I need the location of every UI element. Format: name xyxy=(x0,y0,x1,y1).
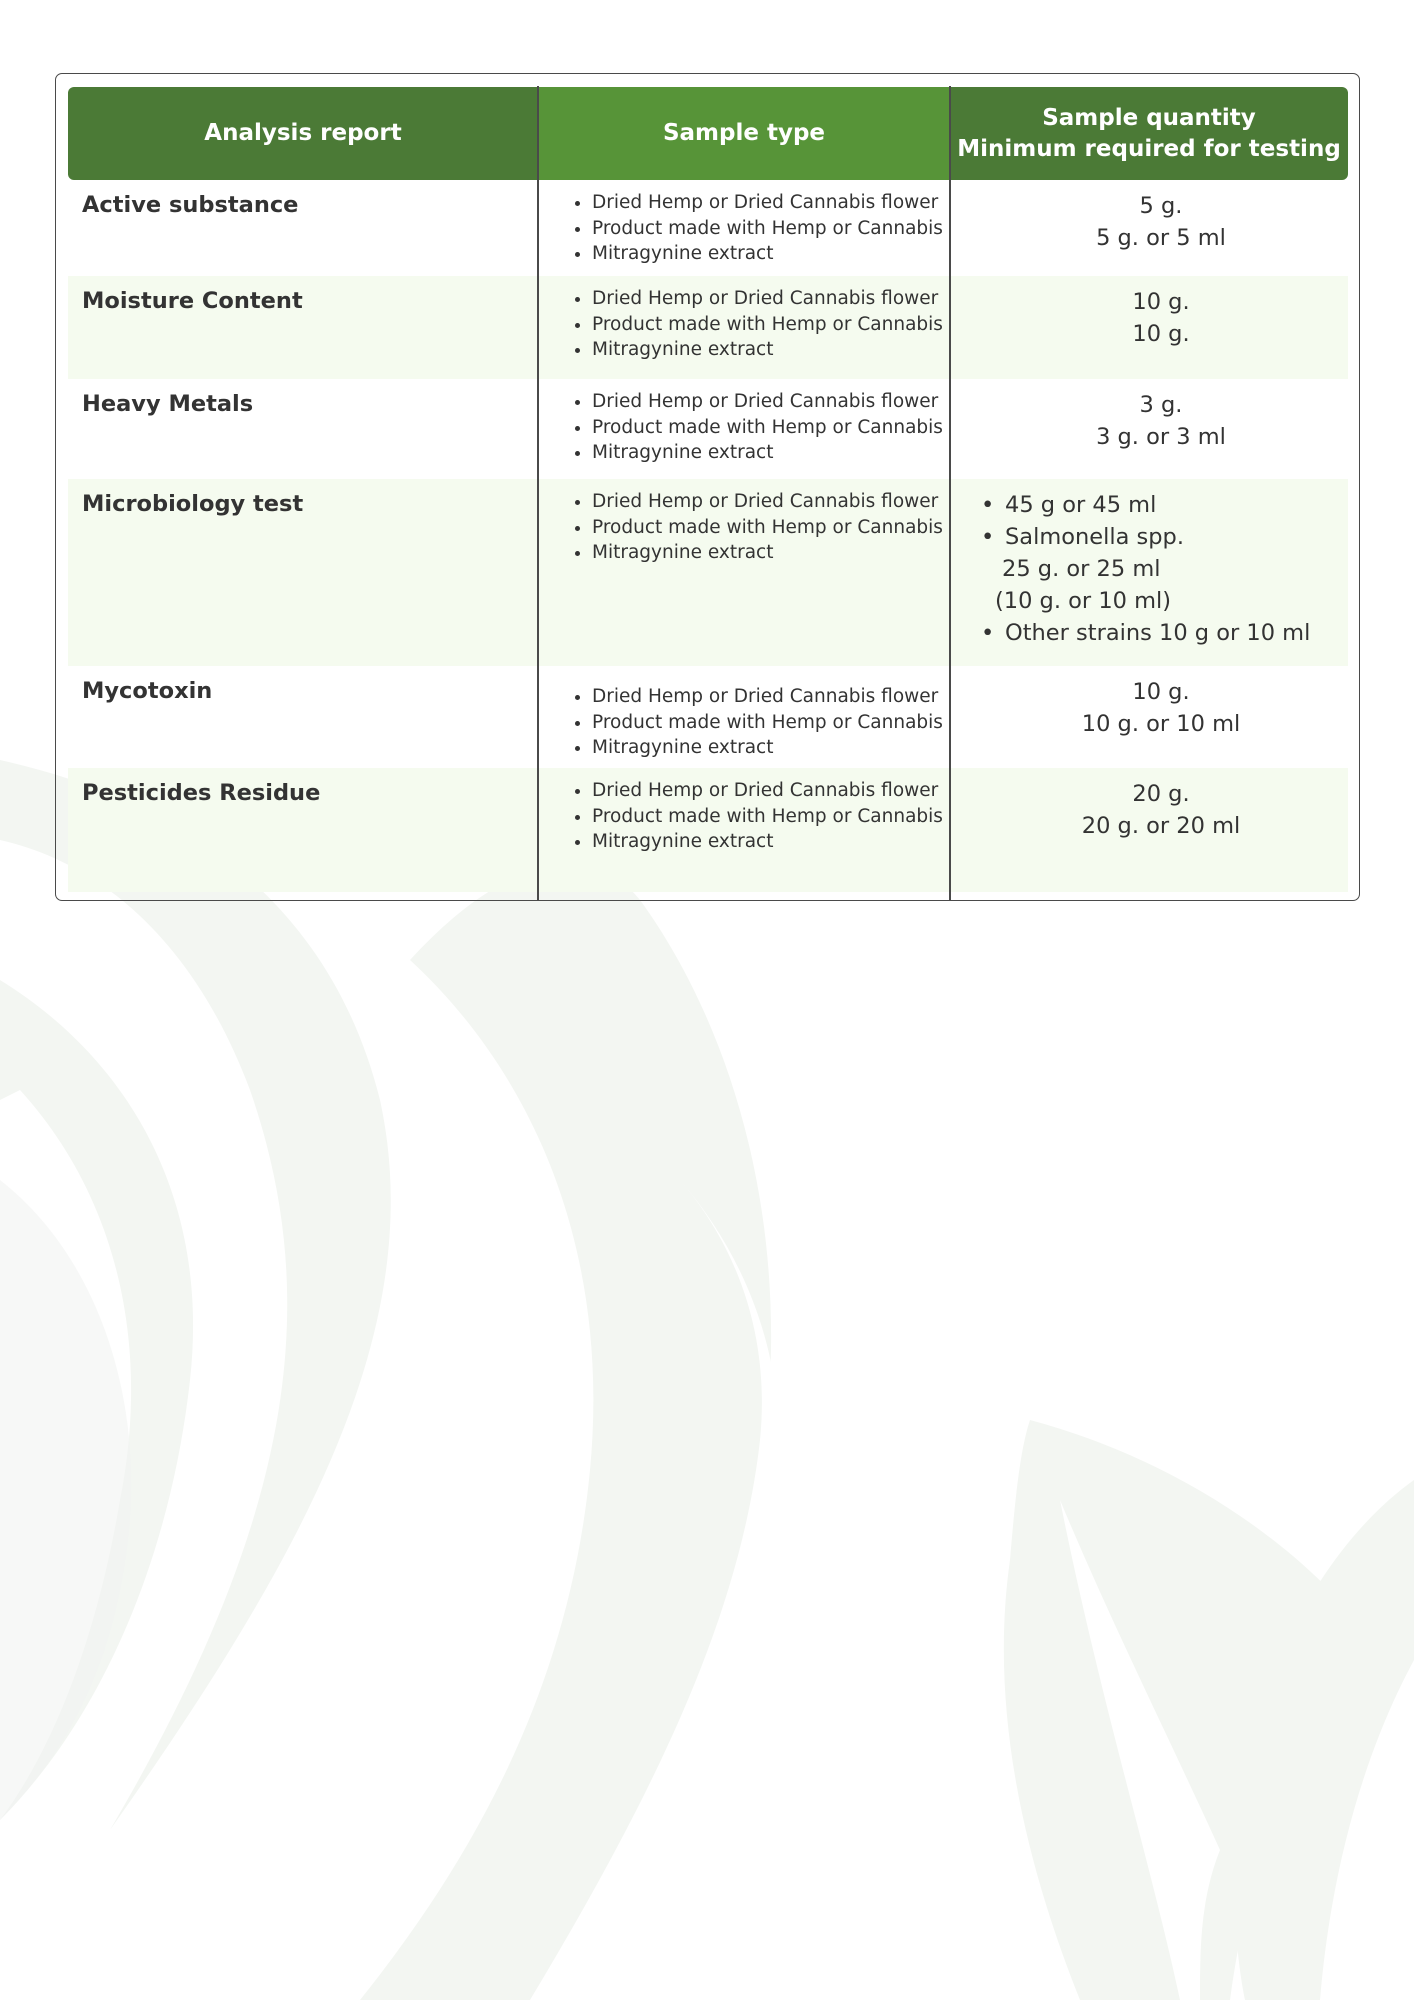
header-qty-line1: Sample quantity xyxy=(1042,104,1256,131)
table-row xyxy=(68,276,1348,379)
quantity-line: 10 g. xyxy=(1132,321,1190,347)
analysis-name: Microbiology test xyxy=(82,491,304,517)
header-analysis-label: Analysis report xyxy=(204,120,402,146)
quantity-line: 10 g. xyxy=(1132,679,1190,705)
list-item: • Dried Hemp or Dried Cannabis flower xyxy=(592,684,962,710)
list-item: • Product made with Hemp or Cannabis xyxy=(592,515,962,541)
table-row xyxy=(68,479,1348,666)
list-item: • Mitragynine extract xyxy=(592,735,962,761)
list-item: • Mitragynine extract xyxy=(592,337,962,363)
quantity-line: 3 g. or 3 ml xyxy=(1096,424,1226,450)
quantity-line: 20 g. xyxy=(1132,781,1190,807)
sample-type-list xyxy=(550,190,962,267)
list-item: • 45 g or 45 ml xyxy=(973,489,1310,521)
sample-type-list xyxy=(550,389,962,466)
header-qty-line2: Minimum required for testing xyxy=(957,135,1341,162)
header-type-label: Sample type xyxy=(662,120,826,146)
list-item: • Product made with Hemp or Cannabis xyxy=(592,312,962,338)
list-item: • Dried Hemp or Dried Cannabis flower xyxy=(592,778,962,804)
analysis-name: Active substance xyxy=(82,192,299,218)
list-item: • Product made with Hemp or Cannabis xyxy=(592,415,962,441)
list-item: • Dried Hemp or Dried Cannabis flower xyxy=(592,389,962,415)
sample-quantity xyxy=(962,676,1360,740)
microbiology-quantity-list xyxy=(973,489,1310,649)
table-row xyxy=(68,768,1348,892)
column-divider xyxy=(949,86,951,900)
quantity-line: 25 g. or 25 ml xyxy=(1002,556,1161,582)
header-analysis-report xyxy=(68,87,538,180)
column-divider xyxy=(537,86,539,900)
quantity-line: (10 g. or 10 ml) xyxy=(995,588,1172,614)
table-row xyxy=(68,666,1348,768)
quantity-line: 5 g. xyxy=(1139,193,1183,219)
quantity-line: 10 g. xyxy=(1132,289,1190,315)
analysis-name: Heavy Metals xyxy=(82,391,254,417)
sample-quantity xyxy=(962,190,1360,254)
list-item: • Mitragynine extract xyxy=(592,241,962,267)
sample-requirements-table xyxy=(55,73,1360,901)
header-sample-quantity xyxy=(950,87,1348,180)
analysis-name: Pesticides Residue xyxy=(82,780,321,806)
quantity-line: 5 g. or 5 ml xyxy=(1096,225,1226,251)
list-item: • Product made with Hemp or Cannabis xyxy=(592,710,962,736)
sample-quantity xyxy=(962,286,1360,350)
quantity-line: 10 g. or 10 ml xyxy=(1081,711,1241,737)
list-item: • Product made with Hemp or Cannabis xyxy=(592,216,962,242)
list-item: • Mitragynine extract xyxy=(592,540,962,566)
list-item: • Other strains 10 g or 10 ml xyxy=(973,617,1310,649)
quantity-line: 3 g. xyxy=(1139,392,1183,418)
table-row xyxy=(68,180,1348,276)
sample-quantity xyxy=(962,778,1360,842)
sample-type-list xyxy=(550,684,962,761)
list-item: • Dried Hemp or Dried Cannabis flower xyxy=(592,489,962,515)
quantity-line: 20 g. or 20 ml xyxy=(1081,813,1241,839)
sample-type-list xyxy=(550,489,962,566)
sample-type-list xyxy=(550,286,962,363)
analysis-name: Moisture Content xyxy=(82,288,303,314)
list-item: • Salmonella spp. xyxy=(973,521,1310,553)
list-item: • Product made with Hemp or Cannabis xyxy=(592,804,962,830)
sample-type-list xyxy=(550,778,962,855)
list-item: • Dried Hemp or Dried Cannabis flower xyxy=(592,286,962,312)
header-sample-type xyxy=(538,87,950,180)
list-item: • Mitragynine extract xyxy=(592,440,962,466)
list-item: • Mitragynine extract xyxy=(592,829,962,855)
list-item: • Dried Hemp or Dried Cannabis flower xyxy=(592,190,962,216)
table-row xyxy=(68,379,1348,479)
sample-quantity xyxy=(962,389,1360,453)
analysis-name: Mycotoxin xyxy=(82,678,213,704)
